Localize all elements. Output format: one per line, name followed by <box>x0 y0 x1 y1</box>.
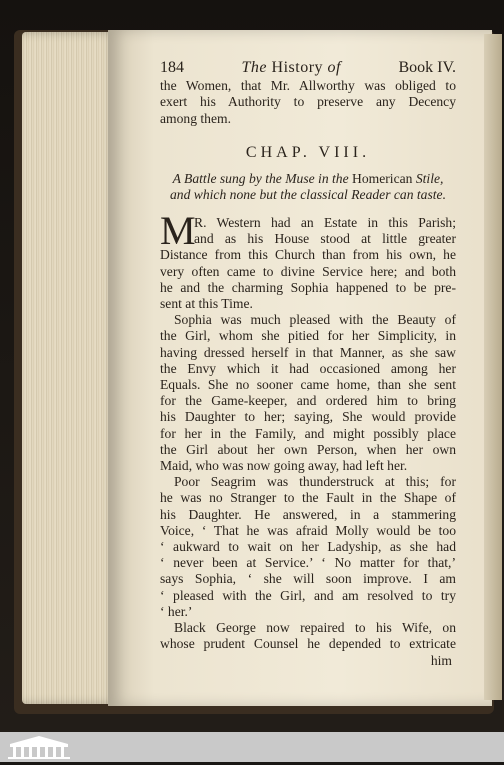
text-line: Voice, ‘ That he was afraid Molly would be too <box>160 522 456 538</box>
footer-bar <box>0 732 504 762</box>
text-line: Distance from this Church than from his own, he <box>160 247 456 263</box>
subtitle-part: Homerican <box>352 171 413 187</box>
text-line: very often came to divine Service here; and both <box>160 263 456 279</box>
page-edges <box>22 32 118 704</box>
running-title-main: History <box>271 59 324 76</box>
text-line: sent at this Time. <box>160 296 253 312</box>
text-line: for her in the Family, and might possibly place <box>160 425 456 441</box>
page-number: 184 <box>160 59 184 76</box>
running-header <box>160 60 456 76</box>
catchword: him <box>430 652 452 668</box>
text-line: Equals. She no sooner came home, than she sent <box>160 377 456 393</box>
text-line: he and the charming Sophia happened to be pre- <box>160 279 456 295</box>
text-line: Poor Seagrim was thunderstruck at this; for <box>174 474 456 490</box>
subtitle-line: and which none but the classical Reader can taste. <box>170 187 446 203</box>
text-line: having dressed herself in that Manner, as she saw <box>160 344 456 360</box>
text-line: exert his Authority to preserve any Decency <box>160 94 456 110</box>
running-title-pre: The <box>241 59 268 76</box>
text-line: the Girl about her own Person, when her own <box>160 441 456 457</box>
subtitle-part: A Battle sung by the Muse in the <box>172 171 349 187</box>
text-line: says Sophia, ‘ she will soon improve. I am <box>160 571 456 587</box>
text-line: Sophia was much pleased with the Beauty of <box>174 312 456 328</box>
subtitle-part: Stile, <box>415 171 444 187</box>
page-text <box>160 60 456 669</box>
text-line: R. Western had an Estate in this Parish; <box>194 215 456 231</box>
drop-cap: M <box>160 208 196 254</box>
text-line: his Daughter to her; saying, She would provide <box>160 409 456 425</box>
text-line: ‘ never been at Service.’ ‘ No matter for that,’ <box>160 555 456 571</box>
text-line: his Daughter. He answered, in a stammering <box>160 506 456 522</box>
chapter-subtitle <box>160 171 456 203</box>
running-title <box>242 60 341 76</box>
text-line: the Women, that Mr. Allworthy was obliged to <box>160 78 456 94</box>
text-line: for the Game-keeper, and ordered him to bring <box>160 393 456 409</box>
text-line: Black George now repaired to his Wife, on <box>174 620 456 636</box>
text-line: the Girl, whom she pitied for her Simplicity, in <box>160 328 456 344</box>
book-label: Book IV. <box>398 59 456 76</box>
opening-lines <box>160 78 456 127</box>
paragraph-1 <box>160 208 456 312</box>
library-building-icon <box>4 734 74 765</box>
paragraph-2 <box>160 312 456 474</box>
page-right-edge <box>484 34 502 700</box>
text-line: Maid, who was now going away, had left her. <box>160 458 408 474</box>
running-title-of: of <box>327 59 341 76</box>
text-line: the Envy which it had occasioned among her <box>160 360 456 376</box>
chapter-heading: CHAP. VIII. <box>245 143 371 161</box>
text-line: whose prudent Counsel he depended to extricate <box>160 636 456 652</box>
paragraph-3 <box>160 474 456 620</box>
paragraph-4 <box>160 620 456 652</box>
text-line: ‘ her.’ <box>160 603 193 619</box>
text-line: ‘ aukward to wait on her Ladyship, as she had <box>160 539 456 555</box>
text-line: ‘ pleased with the Girl, and am resolved to try <box>160 587 456 603</box>
text-line: among them. <box>160 110 231 126</box>
text-line: and as his House stood at little greater <box>194 231 456 247</box>
text-line: he was no Stranger to the Fault in the Shape of <box>160 490 456 506</box>
